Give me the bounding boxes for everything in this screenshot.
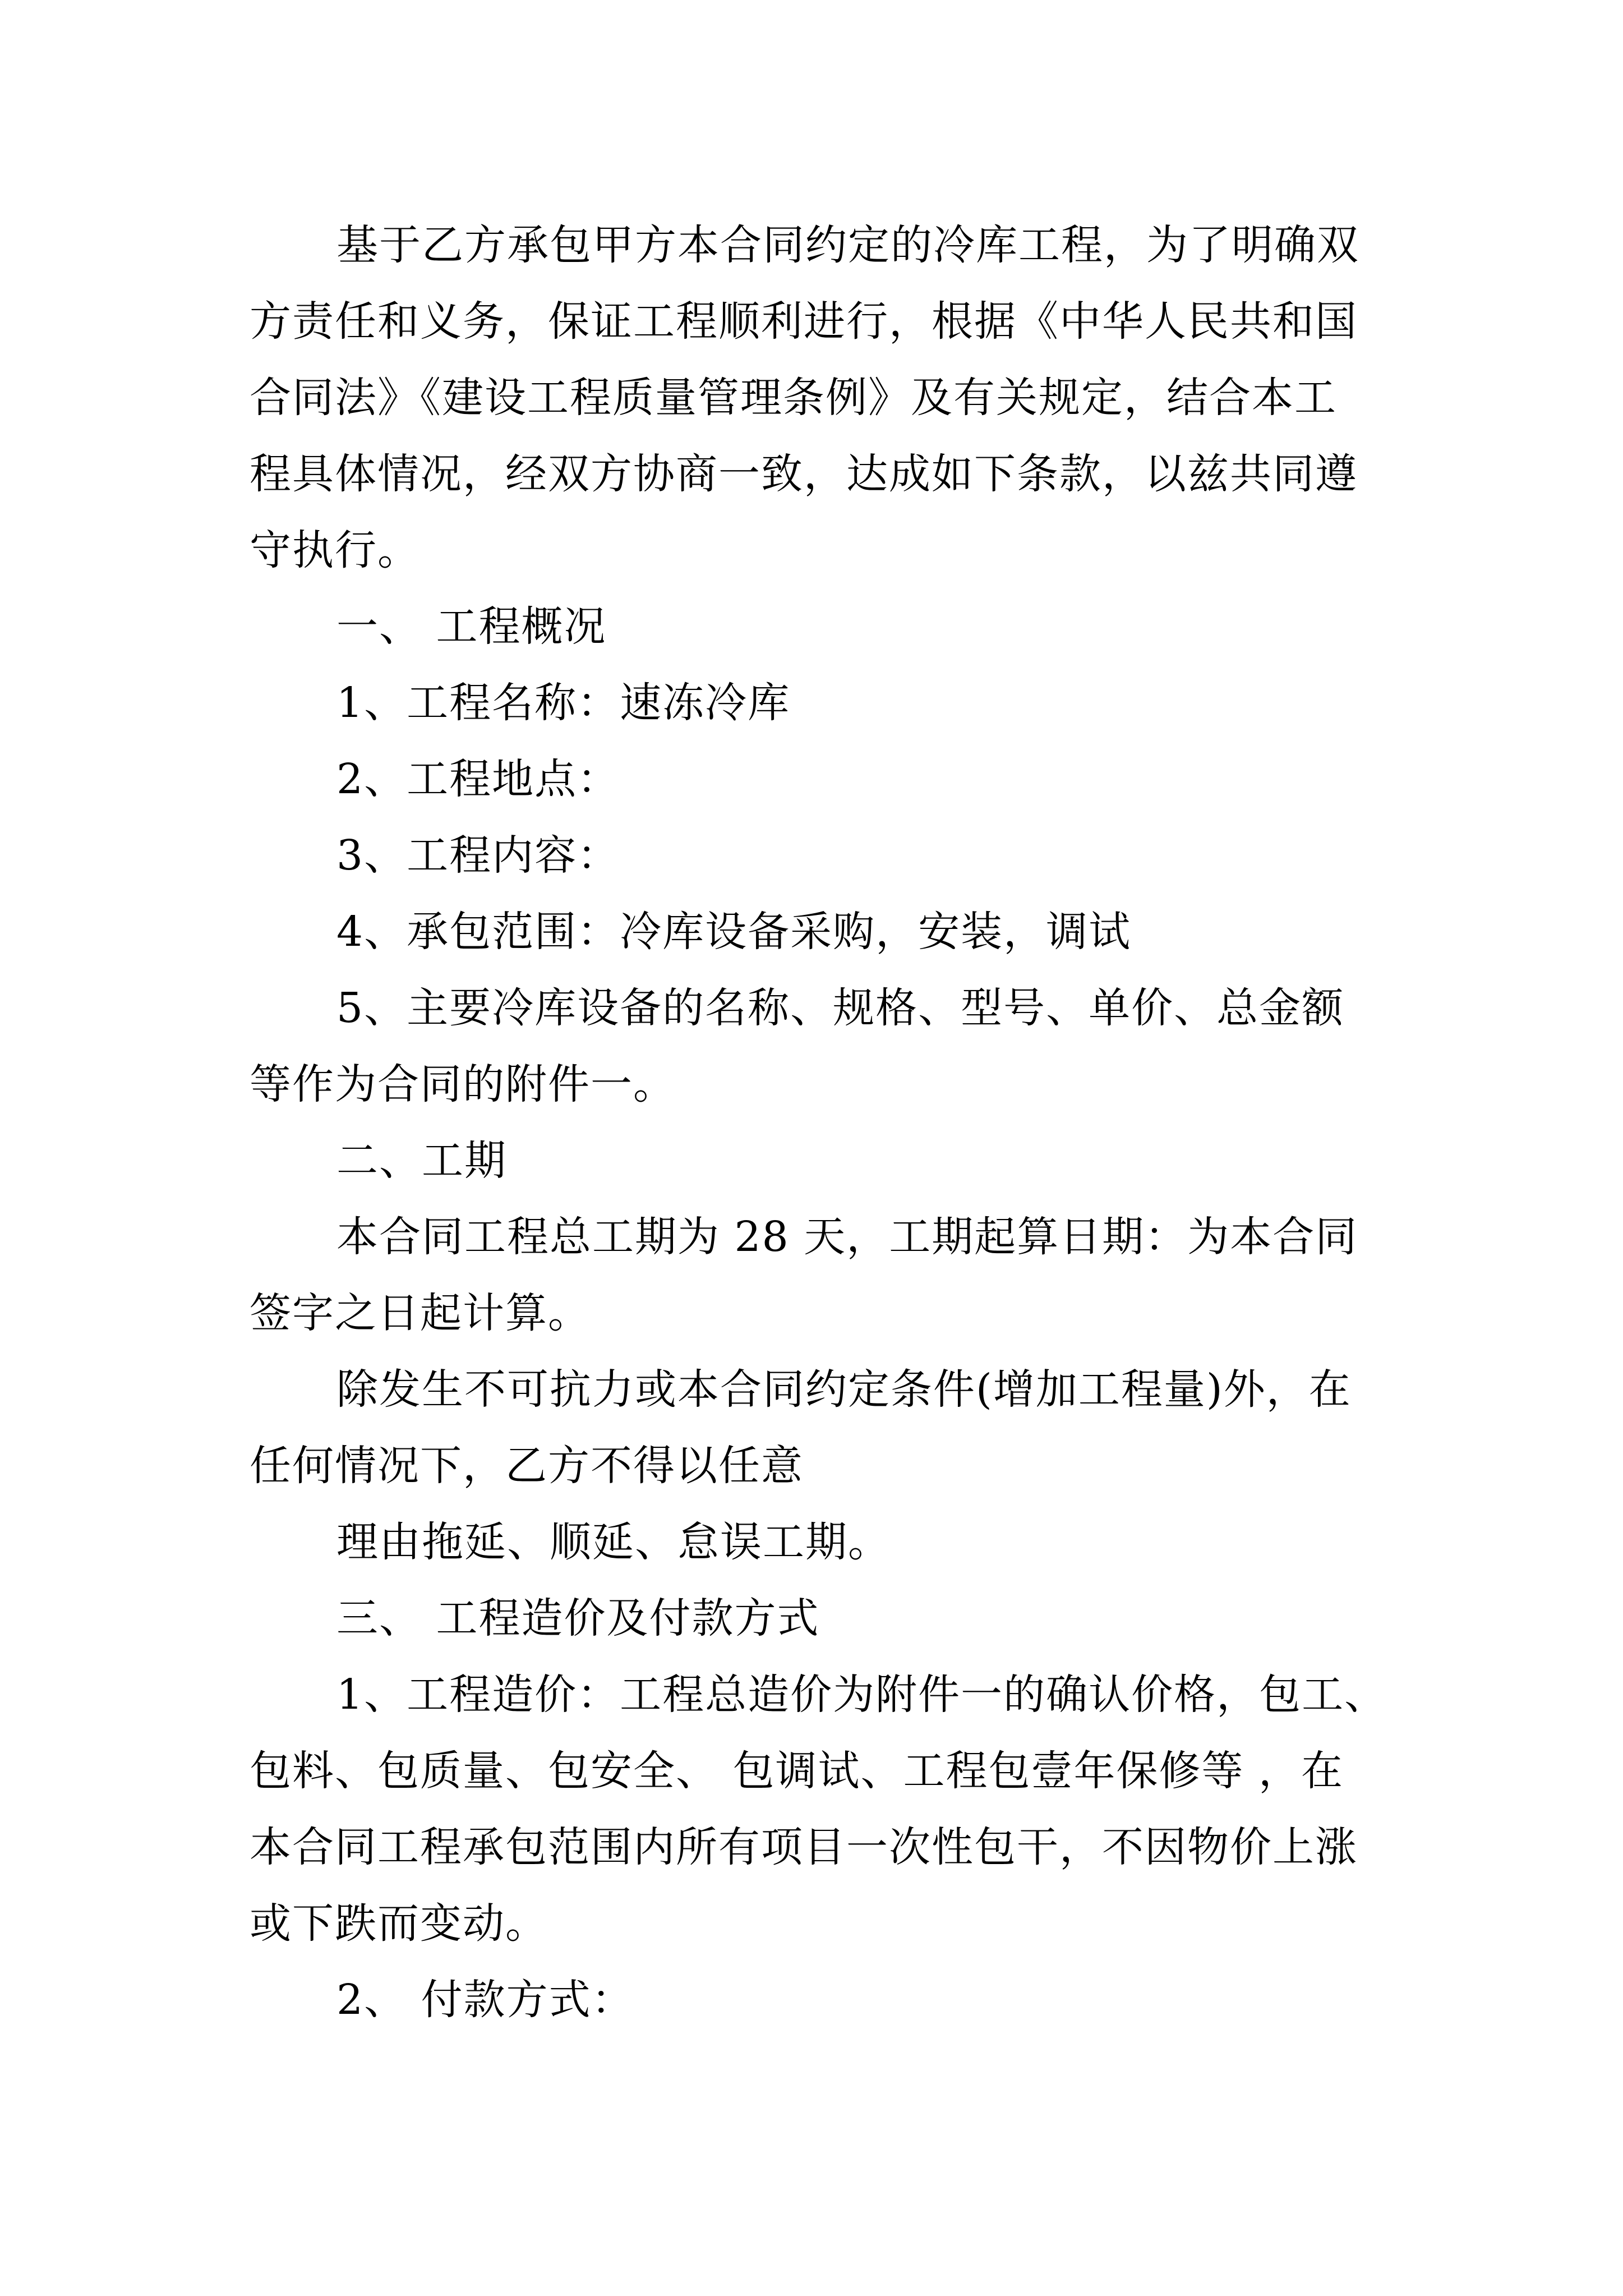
section-heading: 二、工期 [336, 1137, 507, 1185]
paragraph-line: 本合同工程承包范围内所有项目一次性包干，不因物价上涨 [250, 1823, 1358, 1871]
paragraph-line: 任何情况下，乙方不得以任意 [250, 1442, 804, 1490]
list-item: 1、工程名称：速冻冷库 [336, 679, 791, 727]
list-item: 2、工程地点： [336, 755, 620, 803]
paragraph-line: 包料、包质量、包安全、 包调试、工程包壹年保修等 ，在 [250, 1747, 1344, 1795]
list-item: 1、工程造价：工程总造价为附件一的确认价格，包工、 [336, 1671, 1387, 1719]
paragraph-line: 合同法》《建设工程质量管理条例》及有关规定，结合本工 [250, 374, 1337, 422]
paragraph-line: 等作为合同的附件一。 [250, 1060, 676, 1108]
paragraph-line: 基于乙方承包甲方本合同约定的冷库工程，为了明确双 [336, 221, 1359, 269]
list-item: 3、工程内容： [336, 831, 620, 880]
paragraph-line: 方责任和义务，保证工程顺利进行，根据《中华人民共和国 [250, 297, 1358, 346]
list-item: 4、承包范围：冷库设备采购，安装，调试 [336, 908, 1132, 956]
section-heading: 一、 工程概况 [336, 602, 607, 651]
paragraph-line: 除发生不可抗力或本合同约定条件(增加工程量)外，在 [336, 1365, 1352, 1414]
paragraph-line: 程具体情况，经双方协商一致，达成如下条款，以兹共同遵 [250, 450, 1358, 498]
list-item: 2、 付款方式： [336, 1976, 634, 2024]
section-heading: 三、 工程造价及付款方式 [336, 1594, 820, 1642]
paragraph-line: 签字之日起计算。 [250, 1289, 591, 1337]
paragraph-line: 守执行。 [250, 526, 420, 574]
paragraph-line: 或下跌而变动。 [250, 1899, 548, 1948]
paragraph-line: 本合同工程总工期为 28 天，工期起算日期：为本合同 [336, 1213, 1358, 1261]
paragraph-line: 理由拖延、顺延、怠误工期。 [336, 1518, 891, 1566]
list-item: 5、主要冷库设备的名称、规格、型号、单价、总金额 [336, 984, 1345, 1032]
